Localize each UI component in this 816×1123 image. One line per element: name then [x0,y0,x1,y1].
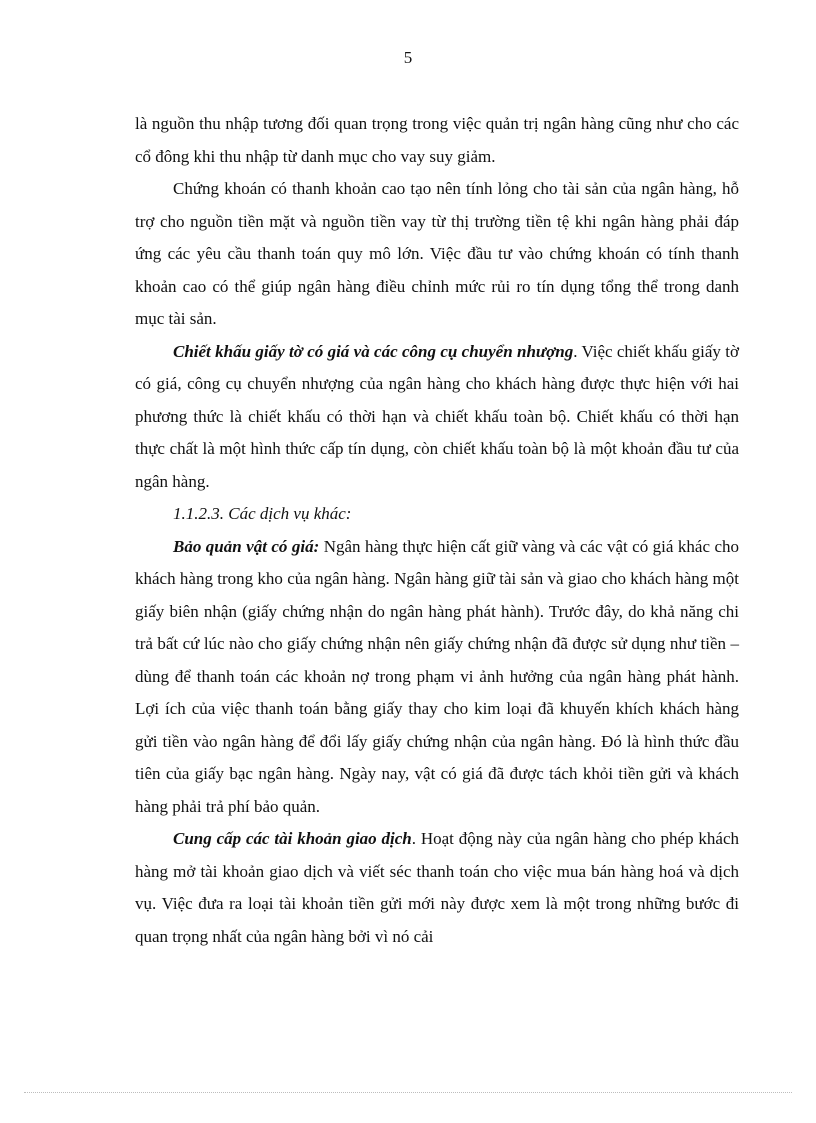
paragraph-4 [135,531,739,824]
paragraph-text: . Việc chiết khấu giấy tờ có giá, công cụ chuyển nhượng của ngân hàng cho khách hàng được thực hiện với hai phương thức là chiết khấu có thời hạn và chiết khấu toàn bộ. Chiết khấu có thời hạn thực chất là một hình thức cấp tín dụng, còn chiết khấu toàn bộ là một khoản đầu tư của ngân hàng. [135,341,739,491]
paragraph-3 [135,336,739,499]
paragraph-text: là nguồn thu nhập tương đối quan trọng trong việc quản trị ngân hàng cũng như cho các cổ đông khi thu nhập từ danh mục cho vay suy giảm. [135,114,739,166]
paragraph-2 [135,173,739,336]
paragraph-1 [135,108,739,173]
paragraph-lead-term: Bảo quản vật có giá: [173,536,320,556]
paragraph-text: Chứng khoán có thanh khoản cao tạo nên tính lỏng cho tài sản của ngân hàng, hỗ trợ cho nguồn tiền mặt và nguồn tiền vay từ thị trường tiền tệ khi ngân hàng phải đáp ứng các yêu cầu thanh toán quy mô lớn. Việc đầu tư vào chứng khoán có tính thanh khoản cao có thể giúp ngân hàng điều chỉnh mức rủi ro tín dụng tổng thể trong danh mục tài sản. [135,179,739,328]
section-subheading: 1.1.2.3. Các dịch vụ khác: [173,504,352,523]
page-bottom-divider [24,1092,792,1093]
paragraph-lead-term: Chiết khấu giấy tờ có giá và các công cụ chuyển nhượng [173,341,574,361]
paragraph-lead-term: Cung cấp các tài khoản giao dịch [173,829,412,848]
paragraph-5 [135,823,739,953]
paragraph-text: . Hoạt động này của ngân hàng cho phép khách hàng mở tài khoản giao dịch và viết séc thanh toán cho việc mua bán hàng hoá và dịch vụ. Việc đưa ra loại tài khoản tiền gửi mới này được xem là một trong những bước đi quan trọng nhất của ngân hàng bởi vì nó cải [135,829,739,946]
document-body [135,108,739,953]
paragraph-text: Ngân hàng thực hiện cất giữ vàng và các vật có giá khác cho khách hàng trong kho của ngân hàng. Ngân hàng giữ tài sản và giao cho khách hàng một giấy biên nhận (giấy chứng nhận do ngân hàng phát hành). Trước đây, do khả năng chi trả bất cứ lúc nào cho giấy chứng nhận nên giấy chứng nhận đã được sử dụng như tiền – dùng để thanh toán các khoản nợ trong phạm vi ảnh hưởng của ngân hàng phát hành. Lợi ích của việc thanh toán bằng giấy thay cho kim loại đã khuyến khích khách hàng gửi tiền vào ngân hàng để đổi lấy giấy chứng nhận của ngân hàng. Đó là hình thức đầu tiên của giấy bạc ngân hàng. Ngày nay, vật có giá đã được tách khỏi tiền gửi và khách hàng phải trả phí bảo quản. [135,536,739,816]
page-number: 5 [403,48,413,67]
